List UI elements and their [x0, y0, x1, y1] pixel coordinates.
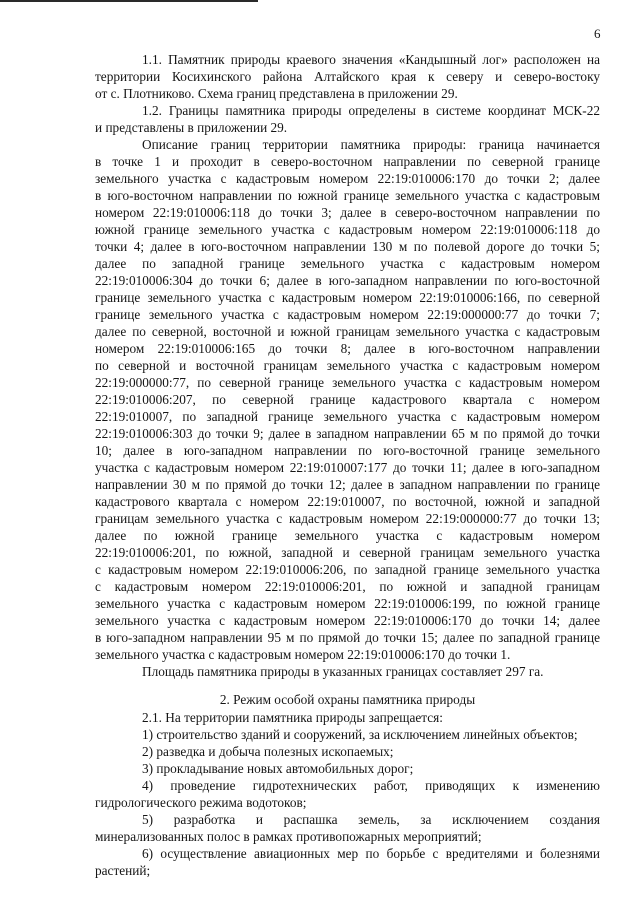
text-line-20: 22:19:000000:77, по северной границе земельного участка с кадастровым номером	[95, 375, 600, 390]
text-line-17: далее по северной, восточной и южной границам земельного участка с кадастровым	[95, 324, 600, 339]
text-line-18: номером 22:19:010006:165 до точки 8; далее в юго-восточном направлении	[95, 341, 600, 356]
text-line-33: земельного участка с кадастровым номером 22:19:010006:199, по южной границе	[95, 596, 600, 611]
text-line-6: Описание границ территории памятника природы: граница начинается	[142, 137, 600, 152]
text-line-11: южной границе земельного участка с кадастровым номером 22:19:010006:118 до	[95, 222, 600, 237]
text-line-35: в юго-западном направлении 95 м по прямой до точки 15; далее по западной границе	[95, 630, 600, 645]
text-line-10: номером 22:19:010006:118 до точки 3; далее в северо-восточном направлении по	[95, 205, 600, 220]
text-line-25: участка с кадастровым номером 22:19:010007:177 до точки 11; далее в юго-западном	[95, 460, 600, 475]
text-line-32: с кадастровым номером 22:19:010006:201, по южной и западной границам	[95, 579, 600, 594]
prohibition-5-line-1: 5) разработка и распашка земель, за исключением создания	[142, 812, 600, 827]
text-line-30: 22:19:010006:201, по южной, западной и северной границам земельного участка	[95, 545, 600, 560]
prohibition-6-line-1: 6) осуществление авиационных мер по борьбе с вредителями и болезнями	[142, 846, 600, 861]
text-line-34: земельного участка с кадастровым номером 22:19:010006:170 до точки 14; далее	[95, 613, 600, 628]
prohibition-3: 3) прокладывание новых автомобильных дорог;	[142, 761, 414, 776]
text-line-27: кадастрового квартала с номером 22:19:010007, по восточной, южной и западной	[95, 494, 600, 509]
text-line-9: в юго-восточном направлении по южной границе земельного участка с кадастровым	[95, 188, 600, 203]
page-number: 6	[594, 26, 601, 41]
text-line-4: 1.2. Границы памятника природы определены в системе координат МСК-22	[142, 103, 600, 118]
text-line-21: 22:19:010006:207, по северной границе кадастрового квартала с номером	[95, 392, 600, 407]
text-line-31: с кадастровым номером 22:19:010006:206, по западной границе земельного участка	[95, 562, 600, 577]
text-line-7: в точке 1 и проходит в северо-восточном направлении по северной границе	[95, 154, 600, 169]
text-line-28: границам земельного участка с кадастровым номером 22:19:000000:77 до точки 13;	[95, 511, 600, 526]
text-line-19: по северной и восточной границам земельного участка с кадастровым номером	[95, 358, 600, 373]
prohibition-1: 1) строительство зданий и сооружений, за исключением линейных объектов;	[142, 727, 578, 742]
text-line-5: и представлены в приложении 29.	[95, 120, 288, 135]
text-line-26: направлении 30 м по прямой до точки 12; далее в западном направлении по границе	[95, 477, 600, 492]
text-line-22: 22:19:010007, по западной границе земельного участка с кадастровым номером	[95, 409, 600, 424]
section-heading: 2. Режим особой охраны памятника природы	[219, 692, 476, 707]
text-line-12: точки 4; далее в юго-восточном направлении 130 м по полевой дороге до точки 5;	[95, 239, 600, 254]
text-line-15: границе земельного участка с кадастровым номером 22:19:010006:166, по северной	[95, 290, 600, 305]
prohibition-4-line-2: гидрологического режима водотоков;	[95, 795, 307, 810]
prohibition-4-line-1: 4) проведение гидротехнических работ, приводящих к изменению	[142, 778, 600, 793]
text-line-23: 22:19:010006:303 до точки 9; далее в западном направлении 65 м по прямой до точки	[95, 426, 600, 441]
text-line-16: границе земельного участка с кадастровым номером 22:19:000000:77 до точки 7;	[95, 307, 600, 322]
prohibition-5-line-2: минерализованных полос в рамках противопожарных мероприятий;	[95, 829, 482, 844]
top-rule	[0, 0, 258, 2]
text-line-29: далее по южной границе земельного участка с кадастровым номером	[95, 528, 600, 543]
prohibitions-intro: 2.1. На территории памятника природы запрещается:	[142, 710, 443, 725]
text-line-1: 1.1. Памятник природы краевого значения «Кандышный лог» расположен на	[142, 52, 600, 67]
prohibition-6-line-2: растений;	[95, 863, 151, 878]
text-line-13: далее по западной границе земельного участка с кадастровым номером	[95, 256, 600, 271]
text-line-2: территории Косихинского района Алтайского края к северу и северо-востоку	[95, 69, 600, 84]
text-line-8: земельного участка с кадастровым номером 22:19:010006:170 до точки 2; далее	[95, 171, 600, 186]
text-line-24: 10; далее в юго-западном направлении по юго-восточной границе земельного	[95, 443, 600, 458]
area-statement: Площадь памятника природы в указанных границах составляет 297 га.	[142, 664, 544, 679]
text-line-3: от с. Плотниково. Схема границ представлена в приложении 29.	[95, 86, 458, 101]
text-line-14: 22:19:010006:304 до точки 6; далее в юго-западном направлении по юго-восточной	[95, 273, 600, 288]
prohibition-2: 2) разведка и добыча полезных ископаемых;	[142, 744, 394, 759]
text-line-36: земельного участка с кадастровым номером 22:19:010006:170 до точки 1.	[95, 647, 511, 662]
